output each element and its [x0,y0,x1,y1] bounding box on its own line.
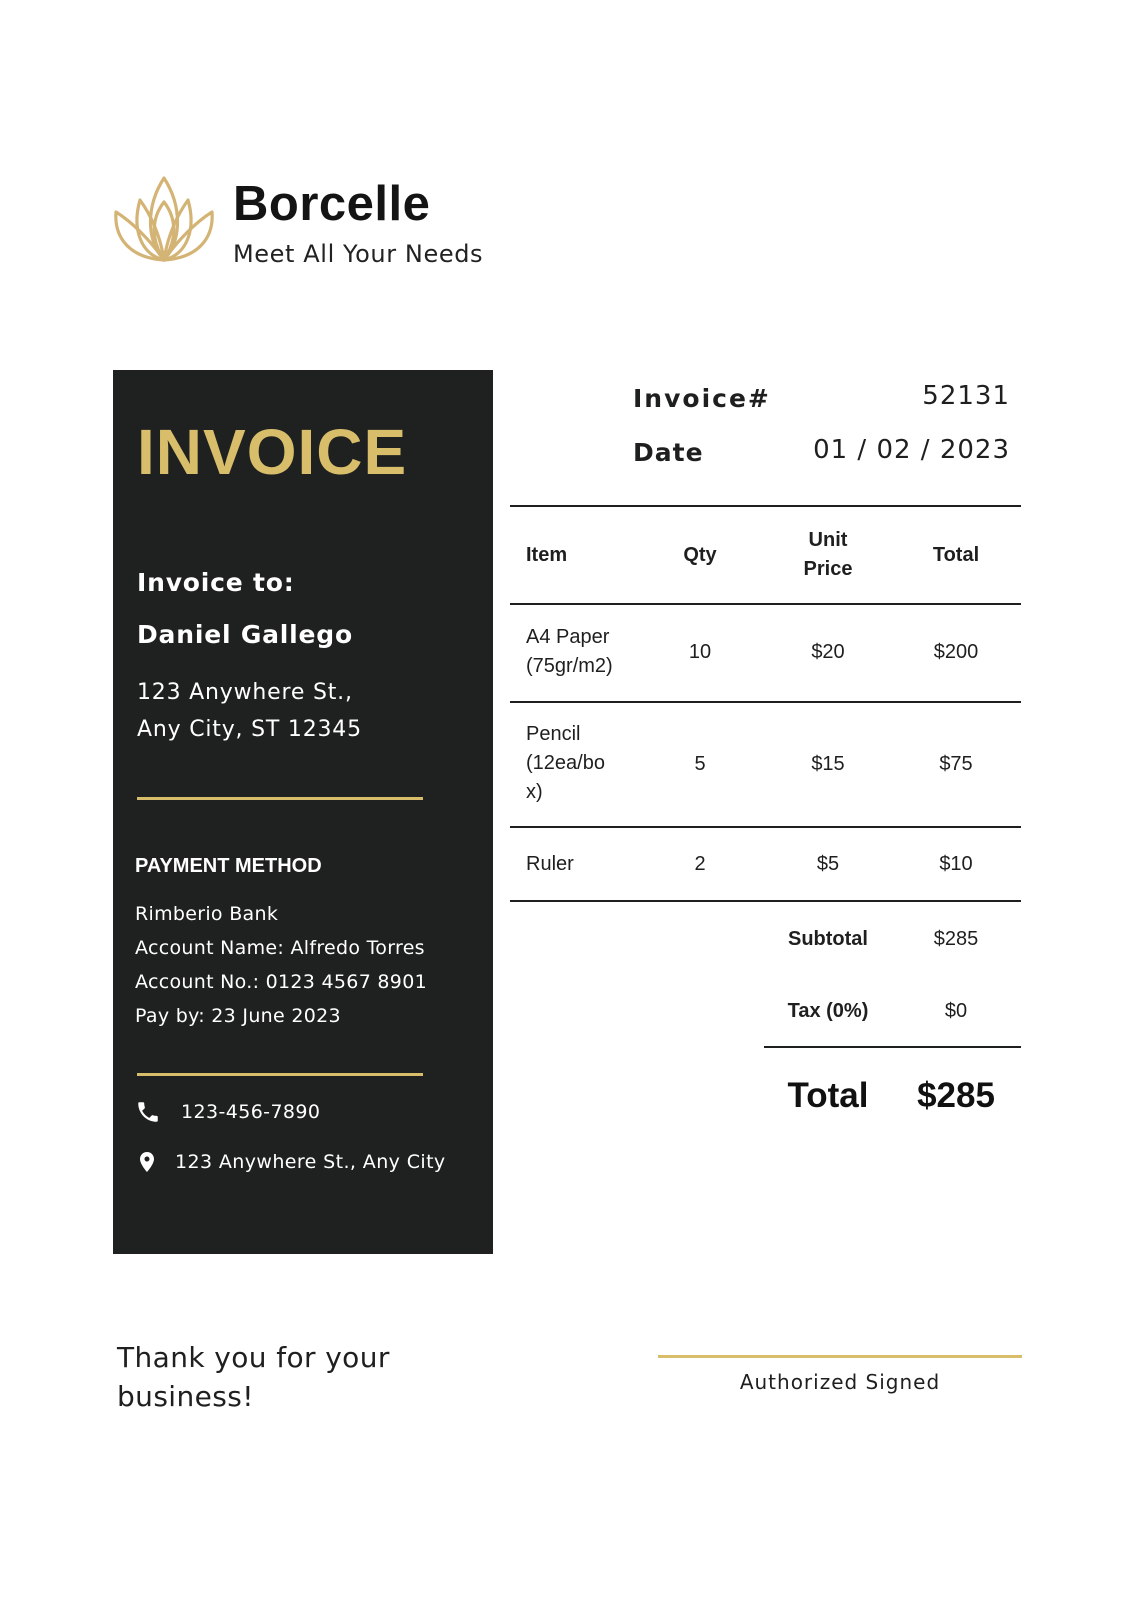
table-cell-qty: 2 [694,853,706,875]
item-name-line: (12ea/bo [526,752,605,774]
item-name-line: (75gr/m2) [526,655,613,677]
client-name: Daniel Gallego [137,620,353,649]
item-name-line: Pencil [526,723,581,745]
phone-number: 123-456-7890 [181,1101,321,1123]
business-address: 123 Anywhere St., Any City [175,1151,446,1173]
client-address-line1: 123 Anywhere St., [137,680,353,705]
client-address [137,674,362,748]
subtotal-value: $285 [933,928,979,950]
invoice-to-label: Invoice to: [137,568,295,597]
table-rule [510,603,1021,605]
table-row-item: Ruler [526,853,574,875]
grand-total-value: $285 [917,1076,995,1115]
column-header-total: Total [932,544,980,566]
column-header-item: Item [526,544,568,566]
table-rule [510,505,1021,507]
authorized-signature-label: Authorized Signed [739,1370,941,1394]
payment-method-label: PAYMENT METHOD [135,855,322,877]
invoice-date: 01 / 02 / 2023 [813,435,1010,465]
signature-line [658,1355,1022,1358]
unit-price-header-line2: Price [803,558,853,580]
company-name: Borcelle [233,177,431,231]
column-header-unit-price [778,526,878,584]
company-tagline: Meet All Your Needs [233,240,484,268]
table-cell-qty: 5 [694,753,706,775]
grand-total-label: Total [787,1076,869,1115]
contact-phone [135,1098,320,1126]
unit-price-header-line1: Unit [808,529,848,551]
table-rule [510,900,1021,902]
tax-label: Tax (0%) [787,1000,869,1022]
item-name-line: A4 Paper [526,626,610,648]
table-cell-total: $200 [933,641,979,663]
contact-address [135,1148,446,1176]
account-number: Account No.: 0123 4567 8901 [135,971,427,993]
divider-gold [137,1073,423,1076]
table-rule [510,826,1021,828]
table-cell-unit-price: $15 [811,753,845,775]
date-label: Date [633,438,704,467]
pay-by-date: Pay by: 23 June 2023 [135,1005,341,1027]
invoice-number-label: Invoice# [633,384,771,413]
invoice-number: 52131 [922,381,1010,411]
invoice-title: INVOICE [137,416,408,488]
column-header-qty: Qty [683,544,717,566]
table-cell-qty: 10 [688,641,712,663]
account-name: Account Name: Alfredo Torres [135,937,425,959]
table-cell-unit-price: $20 [811,641,845,663]
table-cell-unit-price: $5 [816,853,840,875]
table-cell-total: $75 [939,753,973,775]
table-rule [510,701,1021,703]
table-cell-total: $10 [939,853,973,875]
divider-gold [137,797,423,800]
total-rule [764,1046,1021,1048]
client-address-line2: Any City, ST 12345 [137,717,362,742]
payment-details [135,897,427,1033]
subtotal-label: Subtotal [788,928,868,950]
phone-icon [135,1098,161,1126]
thank-you-note: Thank you for your business! [117,1341,390,1413]
tax-value: $0 [944,1000,968,1022]
table-row-item [526,623,613,681]
location-pin-icon [135,1148,159,1176]
lotus-logo-icon [110,172,218,264]
item-name-line: x) [526,781,543,803]
table-row-item [526,720,605,807]
bank-name: Rimberio Bank [135,903,279,925]
